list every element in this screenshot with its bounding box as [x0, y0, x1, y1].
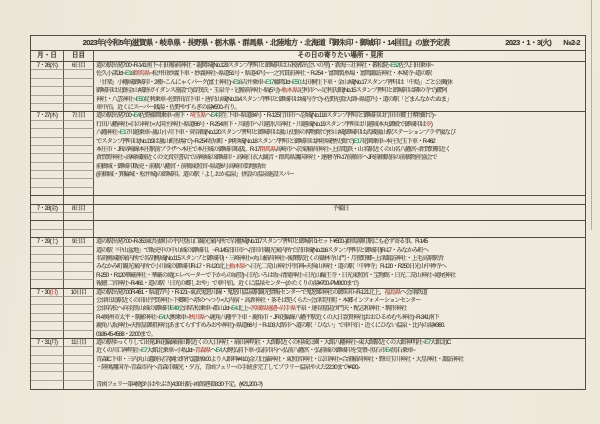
places-cell	[94, 171, 585, 179]
date-cell	[31, 280, 64, 288]
places-cell	[94, 205, 585, 213]
day-count-cell	[64, 121, 94, 129]
highlighted-text: 栃木県	[281, 87, 298, 95]
table-line	[31, 289, 585, 297]
date-cell	[31, 356, 64, 364]
plain-text: 青函フェリー第4便(3号はやぶさ)4:30出航~函館港着8:30予定。(¥21,200.-?)	[96, 380, 262, 388]
places-cell	[94, 87, 585, 95]
table-line	[31, 255, 585, 263]
places-cell	[94, 364, 585, 372]
places-cell	[94, 163, 585, 171]
day-count-cell	[64, 179, 94, 187]
places-cell	[94, 314, 585, 322]
plain-text: 佐野藤岡乗車~南下・	[139, 112, 190, 120]
places-cell	[94, 372, 585, 380]
places-cell	[94, 138, 585, 146]
places-cell	[94, 255, 585, 263]
highlighted-text: 岩手県	[279, 305, 296, 313]
places-cell	[94, 381, 585, 389]
highlighted-text: 福島県	[384, 288, 401, 296]
header-day-count: 日目	[64, 51, 94, 61]
highlighted-text: 秋田県	[188, 313, 205, 321]
date-cell	[31, 146, 64, 154]
places-cell	[94, 272, 585, 280]
expressway-code: E18	[125, 70, 134, 78]
date-cell	[31, 364, 64, 372]
date-cell	[31, 263, 64, 271]
plain-text: 北上~	[237, 305, 251, 313]
places-cell	[94, 70, 585, 78]
plain-text: 「甘楽」小幡城御城印・2種~こんにゃくパーク(富士神社)~	[96, 78, 234, 86]
places-cell	[94, 112, 585, 120]
places-cell	[94, 62, 585, 70]
day-count-cell	[64, 314, 94, 322]
date-cell	[31, 272, 64, 280]
plain-text: 太田桐生下車・金山城(No.17スタンプ押印は「中島」ごと公園(休	[300, 78, 453, 86]
table-line	[31, 196, 585, 204]
header-row	[31, 51, 585, 62]
date-cell	[31, 70, 64, 78]
table-line	[31, 179, 585, 187]
table-line	[31, 163, 585, 171]
day-count-cell: 10日目	[64, 289, 94, 297]
expressway-code: E4	[231, 305, 238, 313]
plain-text: へ日光二荒山神社中宮祠=天狗山神社・道の駅「中禅寺」R-120・R250日光山中禅寺へ	[245, 263, 446, 271]
highlighted-text: 群馬県	[133, 70, 150, 78]
date-cell	[31, 154, 64, 162]
day-count-cell	[64, 272, 94, 280]
table-line	[31, 205, 585, 213]
trip-title: 2023年(令和5年)滋賀県・岐阜県・長野県・栃木県・群馬県・北陸地方・北海道『御朱印・御城印・14回目』の旅予定表	[82, 38, 450, 47]
expressway-code: E4	[133, 112, 140, 120]
day-count-cell	[64, 331, 94, 339]
expressway-code: E4	[385, 347, 392, 355]
plain-text: 予備日	[332, 204, 349, 212]
day-count-cell	[64, 154, 94, 162]
plain-text: 大館北IC	[430, 338, 451, 346]
document-date: 2023・1・3(火)	[505, 38, 552, 47]
plain-text: 近くの川口神明社~	[96, 347, 142, 355]
table-line	[31, 280, 585, 288]
expressway-code: E4	[210, 112, 217, 120]
day-count-cell	[64, 96, 94, 104]
plain-text: 藤岡Jct~	[273, 78, 293, 86]
day-count-cell	[64, 188, 94, 196]
date-cell	[31, 247, 64, 255]
day-count-cell	[64, 356, 94, 364]
day-count-cell	[64, 372, 94, 380]
plain-text: 行田八幡神社=目の神社=大国主神社~県道66号・R-254南下・川越市へ川越氷川神社・川越城(No.19スタンプ押印は川越城本丸御殿で御城印は	[96, 120, 426, 128]
places-cell	[94, 196, 585, 204]
plain-text: 川越乗車~嵐山小川下車・菅谷館(No.120スタンプ押印と御城印は嵐山史跡の博物館で)杉山城(御城印は武蔵嵐山駅ステーションプラザ嵐なび	[128, 129, 456, 137]
table-line	[31, 347, 585, 355]
table-line	[31, 171, 585, 179]
plain-text: へ	[205, 112, 211, 120]
places-cell	[94, 280, 585, 288]
paper-edge-line	[591, 0, 592, 230]
plain-text: 吉井乗車~	[241, 78, 266, 86]
page-number: №2-2	[563, 38, 580, 47]
plain-text: 八幡神社~	[96, 129, 120, 137]
plain-text: 神社・八雲神社~	[96, 95, 136, 103]
date-cell	[31, 196, 64, 204]
day-count-cell	[64, 297, 94, 305]
places-cell	[94, 188, 585, 196]
plain-text: 足利乗車~佐野田沼下車・唐沢山城(No.114スタンプ押印と御城印は城内寺で)~佐野厄除大師~県道7号・道の駅「どまんなかたぬま」	[144, 95, 452, 103]
date-cell	[31, 289, 64, 297]
places-cell	[94, 331, 585, 339]
table-line	[31, 121, 585, 129]
plain-text: 会津田島駅近くの田出宇賀神社~下郷町へ塔のへつり=大内宿・高倉神社・茶そば処くらた~会津美里町・本郷インフォメーションセンター	[96, 296, 421, 304]
date-cell	[31, 62, 64, 70]
date-cell	[31, 221, 64, 229]
plain-text: 羽生下車~県道84号・R-125行田市へ忍城(No.118スタンプ押印と御城印は行田市郷土博物館で)~	[216, 112, 436, 120]
places-cell	[94, 247, 585, 255]
expressway-code: E4	[158, 313, 165, 321]
plain-text: 7・29(土)	[36, 239, 58, 246]
date-cell	[31, 129, 64, 137]
date-cell	[31, 213, 64, 221]
table-line	[31, 138, 585, 146]
date-cell	[31, 171, 64, 179]
day-count-cell	[64, 146, 94, 154]
date-cell	[31, 188, 64, 196]
header-places: その日の寄りたい場所・見所	[297, 52, 384, 59]
day-count-cell	[64, 70, 94, 78]
table-line	[31, 372, 585, 380]
places-cell	[94, 238, 585, 246]
date-cell	[31, 372, 64, 380]
date-cell	[31, 163, 64, 171]
table-line	[31, 297, 585, 305]
day-count-cell	[64, 255, 94, 263]
places-cell	[94, 221, 585, 229]
day-count-cell	[64, 138, 94, 146]
plain-text: (前橋城・箕輪城・松井城)の御城印。道の駅「よしおか温泉」併設の温泉施設スパー	[96, 171, 294, 179]
table-line	[31, 272, 585, 280]
table-line	[31, 112, 585, 120]
date-cell	[31, 314, 64, 322]
places-cell	[94, 154, 585, 162]
table-line	[31, 322, 585, 330]
plain-text: 佐久臼田乗車~	[398, 62, 434, 69]
plain-text: R-4奥州市太平・駒影神社~	[96, 313, 159, 321]
expressway-code: E52	[390, 62, 399, 69]
day-count-cell	[64, 129, 94, 137]
day-count-cell	[64, 347, 94, 355]
places-cell	[94, 129, 585, 137]
highlighted-text: (日)	[49, 289, 58, 296]
date-cell	[31, 331, 64, 339]
plain-text: でスタンプ押印は(No.119は嵐山町役場で)~R-254寄居町・鉢形城(No.18スタンプ押印と御城印は鉢形城歴史館で)	[96, 137, 354, 145]
expressway-code: E50	[135, 95, 145, 103]
plain-text: へ会津鉄道	[400, 288, 427, 296]
plain-text: 鹿角八坂神社=天照皇御祖神社(あまてらすすめみおや神社)~県道66号・R-103大館市へ道の駅「ひない」で車中泊・近くにひない温泉・比内の湯¥360.	[96, 322, 445, 330]
places-cell	[94, 339, 585, 347]
plain-text: へ	[210, 347, 216, 355]
day-count-cell: 8日目	[64, 205, 94, 213]
day-count-cell	[64, 213, 94, 221]
plain-text: 御城印は史跡金山城跡ガイダンス施設で)曽我氏・玉泉寺・冠稲荷神社~県(5号)~	[96, 87, 282, 95]
date-cell	[31, 347, 64, 355]
plain-text: 大館北乗車~小坂Jct~	[146, 347, 195, 355]
date-cell	[31, 138, 64, 146]
places-cell	[94, 305, 585, 313]
table-line	[31, 331, 585, 339]
places-cell	[94, 322, 585, 330]
plain-text: 高崎市へ於菊稲荷神社~上信電鉄・山名駅近くの山名八幡宮~倉賀野駅近く	[275, 145, 451, 153]
expressway-code: E18	[233, 78, 242, 86]
table-body	[31, 62, 585, 389]
plain-text: 7・28(金)	[36, 205, 58, 212]
places-cell	[94, 79, 585, 87]
table-line	[31, 87, 585, 95]
table-line	[31, 129, 585, 137]
plain-text: 道の駅出発7:00R-461・県道77号・R-121~東武鬼怒川線・鬼怒川温泉駅観光情報センターで鬼怒姫神社の御朱印~R-121北上、	[96, 288, 385, 296]
day-count-cell	[64, 263, 94, 271]
plain-text: ~松井田妙義下車・妙義神社~県道51号・県道47号~一之宮貫前神社・R-254・富岡製糸場・富岡諏訪神社・本城寺~道の駅	[149, 70, 432, 78]
date-cell	[31, 96, 64, 104]
plain-text: 0186-45-4588・22:00まで。	[96, 330, 156, 338]
places-cell	[94, 356, 585, 364]
table-line	[31, 238, 585, 246]
title-row	[31, 36, 585, 51]
table-line	[31, 62, 585, 70]
expressway-code: E50	[292, 78, 301, 86]
date-cell	[31, 238, 64, 246]
table-line	[31, 364, 585, 372]
day-count-cell	[64, 196, 94, 204]
day-count-cell	[64, 364, 94, 372]
table-line	[31, 188, 585, 196]
date-cell	[31, 230, 64, 238]
table-line	[31, 230, 585, 238]
plain-text: 佐久小諸Jct~	[96, 70, 126, 78]
plain-text: R-250・R120華厳神社・華厳の滝(エレベーターで下からの展望)~日光いろは坂~清滝神社~日光山輪王寺・日光東照宮・宝物館・日光二荒山神社~滝尾神社	[96, 271, 456, 279]
date-cell	[31, 121, 64, 129]
table-line	[31, 263, 585, 271]
day-count-cell	[64, 163, 94, 171]
table-line	[31, 146, 585, 154]
expressway-code: E49	[170, 305, 179, 313]
day-count-cell: 7日目	[64, 112, 94, 120]
day-count-cell: 11日目	[64, 339, 94, 347]
plain-text: 足利市へ~足利氏館(No.15スタンプ押印と御城印は隣の寺で)鑁阿	[297, 87, 447, 95]
plain-text: 名胡桃城跡案内所で名胡桃城(No.115スタンプと御城印)・三峰神社=丸山稲荷神社~後閑駅近くの嶽林寺山門・月夜野郷~上津諏訪神社・上毛高原駅舎	[96, 254, 444, 262]
date-cell	[31, 297, 64, 305]
expressway-code: E17	[119, 129, 129, 137]
expressway-code: E17	[353, 137, 362, 145]
day-count-cell: 9日目	[64, 238, 94, 246]
day-count-cell	[64, 221, 94, 229]
places-cell	[94, 121, 585, 129]
table-line	[31, 314, 585, 322]
day-count-cell	[64, 104, 94, 112]
expressway-code: E7	[141, 347, 147, 355]
date-cell	[31, 179, 64, 187]
day-count-cell	[64, 171, 94, 179]
plain-text: 会津若松乗車~郡山Jct~	[178, 305, 232, 313]
places-cell	[94, 179, 585, 187]
table-line	[31, 79, 585, 87]
plain-text: )	[430, 120, 433, 128]
places-cell	[94, 146, 585, 154]
plain-text: 青森IC下車・三内丸山遺跡見学(縄文時代遺跡9:00より入館料¥410.)金刀比羅神社・東照宮神社・広田神社=合浦稲荷神社・野田玉川神社・大星神社・諏訪神社	[96, 355, 464, 363]
table-line	[31, 221, 585, 229]
plain-text: へ鹿角八幡平下車・鹿角市・JR花輪線八幡平駅近くの大日霊貴神社(おおひるめむち神社)~R-341南下	[204, 313, 440, 321]
plain-text: 道の駅ゆっくりして出発JR花輪線扇田駅近くの大日神社・扇田神明社・大館駅近くの桂城公園・大館八幡神社~東大館駅近くの大館神明社~	[96, 338, 425, 346]
table-line	[31, 70, 585, 78]
day-count-cell	[64, 322, 94, 330]
date-cell	[31, 339, 64, 347]
plain-text: 7・27(木)	[36, 113, 58, 120]
places-cell	[94, 213, 585, 221]
table-line	[31, 154, 585, 162]
table-line	[31, 104, 585, 112]
plain-text: 7・30	[36, 289, 50, 296]
expressway-code: E7	[424, 338, 431, 346]
plain-text: 平泉・達谷窟毘沙門天・配志和神社・駒形神社	[295, 305, 407, 313]
date-cell	[31, 305, 64, 313]
table-line	[31, 247, 585, 255]
highlighted-text: 栃木県	[229, 263, 246, 271]
plain-text: 道の駅「中山盆地」で販売中の中山城の御城印。~R-145沼田市へ沼田市観光案内所で沼田城(No.116スタンプ押印と御城印)R-17・みなかみ町へ	[96, 246, 429, 254]
plain-text: 報徳二宮神社~R-461・道の駅「日光の郷しおや」で車中泊。近くに温泉センター(かたくりの湯¥700.-PM8:00まで)	[96, 280, 358, 288]
places-cell	[94, 297, 585, 305]
plain-text: 本庄市・JR高崎線本庄駅前プラザへ本庄で本庄城の御城印取扱。R-17	[96, 145, 260, 153]
places-cell	[94, 347, 585, 355]
table-line	[31, 96, 585, 104]
date-cell	[31, 255, 64, 263]
day-count-cell: 6日目	[64, 62, 94, 70]
expressway-code: E17	[265, 78, 274, 86]
date-cell	[31, 205, 64, 213]
date-cell	[31, 79, 64, 87]
plain-text: 黒石乗車~	[391, 347, 416, 355]
plain-text: 道の駅出発7:00~R-141南下~臼田稲荷神社・龍岡城(No.129スタンプ押印と御城印は五稜郭出会いの里)・新海三社神社・蕃松院~	[96, 62, 391, 69]
plain-text: 7・26(水)	[36, 63, 58, 69]
date-cell	[31, 322, 64, 330]
places-cell	[94, 230, 585, 238]
plain-text: 倉賀野神社~高崎城跡近くの文真堂書店で高崎城の御城印・高崎白衣大観音・群馬県護国神社・達磨寺R-17前橋市へJR前橋駅前の前橋物産協会で	[96, 154, 437, 162]
header-month-day: 月・日	[31, 51, 64, 61]
day-count-cell	[64, 280, 94, 288]
itinerary-table	[30, 35, 586, 390]
day-count-cell	[64, 305, 94, 313]
plain-text: 大鰐弘前下車~弘前市内へ弘前八幡宮・弘前城の御城印を受領~黒石市	[221, 347, 386, 355]
day-count-cell	[64, 381, 94, 389]
table-line	[31, 381, 585, 389]
plain-text: 会津若松へ向羽黒山城の御城印	[96, 305, 171, 313]
plain-text: ~	[276, 305, 280, 313]
plain-text: ・陸奥護国寺~青森市内へ青森市観光・夕方、青函フェリーの手続き完了してプラリー温泉やえだ22:30まで¥420.-	[96, 364, 360, 372]
highlighted-text: 青森県	[194, 347, 211, 355]
day-count-cell	[64, 247, 94, 255]
places-cell	[94, 96, 585, 104]
plain-text: 車中泊。近くにスーパー銭湯・佐野やすらぎの湯¥500.-有り。	[96, 103, 240, 111]
date-cell	[31, 112, 64, 120]
plain-text: 前橋城・御城印販売・前橋八幡宮・前橋東照宮~県道6号高崎市街地経由	[96, 162, 266, 170]
places-cell	[94, 289, 585, 297]
table-line	[31, 213, 585, 221]
day-count-cell	[64, 87, 94, 95]
highlighted-text: 埼玉県	[189, 112, 206, 120]
highlighted-text: 群馬県	[259, 145, 276, 153]
plain-text: 道の駅出発7:00~R-353東吾妻町の平沢登山口観光案内所で岩櫃城(No.117スタンプ押印と御城印1セット¥500.-)群馬原町駅にも必ず寄る事。R-145	[96, 238, 428, 246]
plain-text: 7・31(月)	[36, 339, 58, 346]
day-count-cell	[64, 230, 94, 238]
places-cell	[94, 263, 585, 271]
expressway-code: E4	[215, 347, 222, 355]
plain-text: 道の駅出発7:00~	[96, 112, 134, 120]
plain-text: 大衡乗車~	[164, 313, 189, 321]
table-line	[31, 356, 585, 364]
plain-text: みなかみ町観光案内所で小川城の御城印R-17・R-120北上	[96, 263, 230, 271]
table-line	[31, 339, 585, 347]
date-cell	[31, 381, 64, 389]
highlighted-text: 宮城県通過	[250, 305, 277, 313]
date-cell	[31, 87, 64, 95]
places-cell	[94, 104, 585, 112]
table-line	[31, 305, 585, 313]
highlighted-text: ※	[425, 120, 431, 128]
date-cell	[31, 104, 64, 112]
day-count-cell	[64, 79, 94, 87]
plain-text: 花園乗車~本庄児玉下車・R-462	[361, 137, 435, 145]
